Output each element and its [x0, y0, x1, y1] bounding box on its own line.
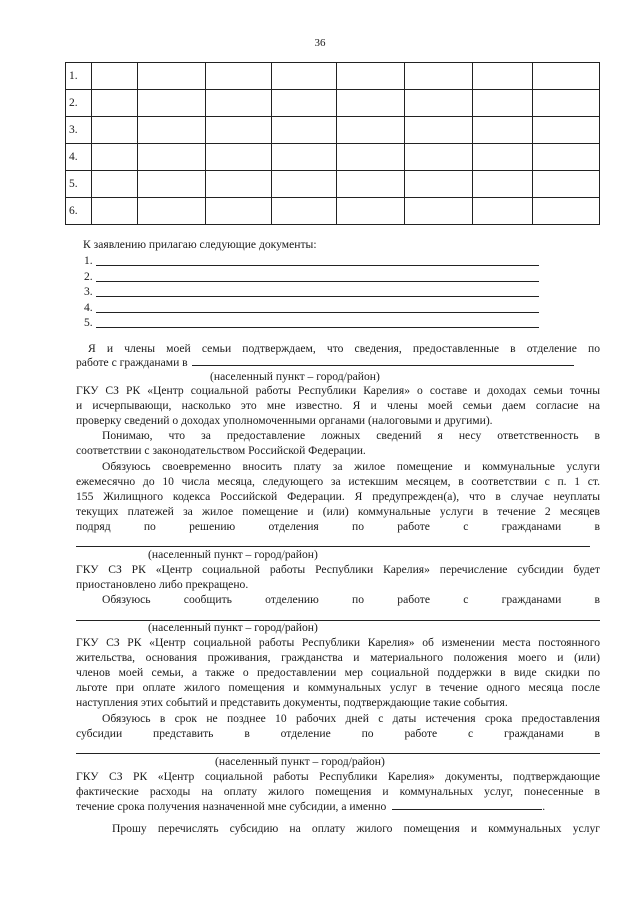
table-cell[interactable]	[271, 144, 337, 171]
document-field[interactable]	[96, 327, 539, 328]
paragraph-text: Понимаю, что за предоставление ложных сведений я несу ответственность в	[102, 429, 600, 442]
paragraph-text: наступления этих событий и представить документы, подтверждающие такие события.	[76, 696, 508, 709]
document-field[interactable]	[96, 281, 539, 282]
paragraph-text: работе с гражданами в	[76, 356, 600, 370]
document-number: 3.	[84, 285, 93, 298]
table-cell[interactable]	[473, 117, 533, 144]
field-caption: (населенный пункт – город/район)	[148, 548, 318, 561]
table-row	[66, 171, 600, 198]
table-cell[interactable]	[405, 90, 473, 117]
document-number: 4.	[84, 300, 93, 314]
table-cell[interactable]	[205, 90, 271, 117]
table-cell[interactable]	[533, 90, 600, 117]
paragraph-text: проверку сведений о доходах уполномоченными органами (налоговыми и другими).	[76, 414, 493, 427]
paragraph-text: Прошу перечислять субсидию на оплату жилого помещения и коммунальных услуг	[112, 822, 600, 835]
table-cell[interactable]	[137, 144, 205, 171]
table-cell[interactable]	[533, 144, 600, 171]
table-cell[interactable]	[337, 90, 405, 117]
documents-intro: К заявлению прилагаю следующие документы:	[83, 238, 317, 251]
table-row	[66, 144, 600, 171]
table-cell[interactable]	[91, 117, 137, 144]
table-cell[interactable]	[91, 198, 137, 225]
document-line[interactable]	[84, 284, 539, 298]
table-cell[interactable]	[271, 117, 337, 144]
table-cell[interactable]	[405, 171, 473, 198]
paragraph-text: членов моей семьи, а также о предоставлении мер социальной поддержки в виде скидки по	[76, 666, 600, 679]
paragraph-text: ГКУ СЗ РК «Центр социальной работы Республики Карелия» об изменении места постоянного	[76, 636, 600, 649]
table-cell[interactable]	[337, 198, 405, 225]
document-number: 1.	[84, 254, 93, 267]
paragraph-text: подряд по решению отделения по работе с гражданами в	[76, 520, 600, 533]
paragraph-text: ГКУ СЗ РК «Центр социальной работы Республики Карелия» перечисление субсидии будет	[76, 563, 600, 576]
paragraph-text: соответствии с законодательством Российской Федерации.	[76, 444, 366, 457]
document-line[interactable]	[84, 315, 539, 329]
table-cell[interactable]	[137, 117, 205, 144]
paragraph-text: жительства, основания проживания, гражданства и материального положения моего и (или)	[76, 651, 600, 664]
table-row	[66, 117, 600, 144]
table-cell[interactable]	[205, 144, 271, 171]
table-cell[interactable]	[91, 90, 137, 117]
paragraph-text: ГКУ СЗ РК «Центр социальной работы Республики Карелия» документы, подтверждающие	[76, 770, 600, 783]
row-number: 1.	[66, 63, 92, 90]
table-cell[interactable]	[205, 63, 271, 90]
table-cell[interactable]	[533, 198, 600, 225]
table-cell[interactable]	[205, 198, 271, 225]
paragraph-text: субсидии представить в отделение по работе с гражданами в	[76, 727, 600, 740]
documents-list-field[interactable]	[392, 800, 542, 810]
table-cell[interactable]	[473, 63, 533, 90]
table-cell[interactable]	[137, 198, 205, 225]
paragraph-text: Я и члены моей семьи подтверждаем, что сведения, предоставленные в отделение по	[88, 342, 600, 355]
row-number: 6.	[66, 198, 92, 225]
table-cell[interactable]	[533, 63, 600, 90]
paragraph-text: Обязуюсь сообщить отделению по работе с гражданами в	[102, 593, 600, 606]
table-cell[interactable]	[337, 144, 405, 171]
table-cell[interactable]	[137, 90, 205, 117]
row-number: 5.	[66, 171, 92, 198]
paragraph-text: Обязуюсь в срок не позднее 10 рабочих дней с даты истечения срока предоставления	[102, 712, 600, 725]
document-line[interactable]	[84, 269, 539, 283]
paragraph-text: Обязуюсь своевременно вносить плату за жилое помещение и коммунальные услуги	[102, 460, 600, 473]
field-caption: (населенный пункт – город/район)	[148, 621, 318, 634]
table-cell[interactable]	[91, 171, 137, 198]
paragraph-text: и исчерпывающи, насколько это мне известно. Я и члены моей семьи даем согласие на	[76, 399, 600, 412]
table-cell[interactable]	[91, 144, 137, 171]
table-cell[interactable]	[533, 117, 600, 144]
table-cell[interactable]	[405, 198, 473, 225]
table-cell[interactable]	[473, 171, 533, 198]
row-number: 4.	[66, 144, 92, 171]
table-cell[interactable]	[337, 63, 405, 90]
document-number: 5.	[84, 316, 93, 329]
document-number: 2.	[84, 269, 93, 283]
table-cell[interactable]	[473, 144, 533, 171]
row-number: 3.	[66, 117, 92, 144]
settlement-field[interactable]	[76, 753, 600, 754]
table-cell[interactable]	[473, 90, 533, 117]
table-cell[interactable]	[271, 198, 337, 225]
table-cell[interactable]	[91, 63, 137, 90]
table-row	[66, 63, 600, 90]
settlement-field[interactable]	[76, 546, 590, 547]
field-caption: (населенный пункт – город/район)	[210, 370, 380, 383]
paragraph-text: текущих платежей за жилое помещение и (или) коммунальные услуги в течение 2 месяцев	[76, 505, 600, 518]
document-field[interactable]	[96, 312, 539, 313]
table-cell[interactable]	[137, 171, 205, 198]
table-cell[interactable]	[473, 198, 533, 225]
table-cell[interactable]	[205, 171, 271, 198]
table-cell[interactable]	[533, 171, 600, 198]
table-cell[interactable]	[337, 117, 405, 144]
family-members-table	[65, 62, 600, 225]
document-line[interactable]	[84, 300, 539, 314]
settlement-field[interactable]	[192, 356, 574, 366]
paragraph-text: течение срока получения назначенной мне субсидии, а именно .	[76, 800, 546, 813]
table-cell[interactable]	[271, 90, 337, 117]
table-cell[interactable]	[137, 63, 205, 90]
paragraph-text: ежемесячно до 10 числа месяца, следующего за истекшим месяцем, в соответствии с п. 1 ст.	[76, 475, 600, 488]
table-cell[interactable]	[205, 117, 271, 144]
document-field[interactable]	[96, 265, 539, 266]
table-cell[interactable]	[271, 171, 337, 198]
table-cell[interactable]	[405, 63, 473, 90]
paragraph-text: приостановлено либо прекращено.	[76, 578, 249, 591]
document-field[interactable]	[96, 296, 539, 297]
page-number: 36	[314, 37, 326, 49]
paragraph-text: ГКУ СЗ РК «Центр социальной работы Республики Карелия» о составе и доходах семьи точны	[76, 384, 600, 397]
table-cell[interactable]	[405, 117, 473, 144]
paragraph-text: 155 Жилищного кодекса Российской Федерации. Я предупрежден(а), что в случае неуплаты	[76, 490, 600, 503]
table-cell[interactable]	[271, 63, 337, 90]
table-cell[interactable]	[337, 171, 405, 198]
paragraph-text: льготе при оплате жилого помещения и коммунальных услуг в течение одного месяца после	[76, 681, 600, 694]
row-number: 2.	[66, 90, 92, 117]
field-caption: (населенный пункт – город/район)	[215, 755, 385, 768]
table-cell[interactable]	[405, 144, 473, 171]
paragraph-text: фактические расходы на оплату жилого помещения и коммунальных услуг, понесенные в	[76, 785, 600, 798]
table-row	[66, 198, 600, 225]
document-line[interactable]	[84, 253, 539, 267]
table-row	[66, 90, 600, 117]
